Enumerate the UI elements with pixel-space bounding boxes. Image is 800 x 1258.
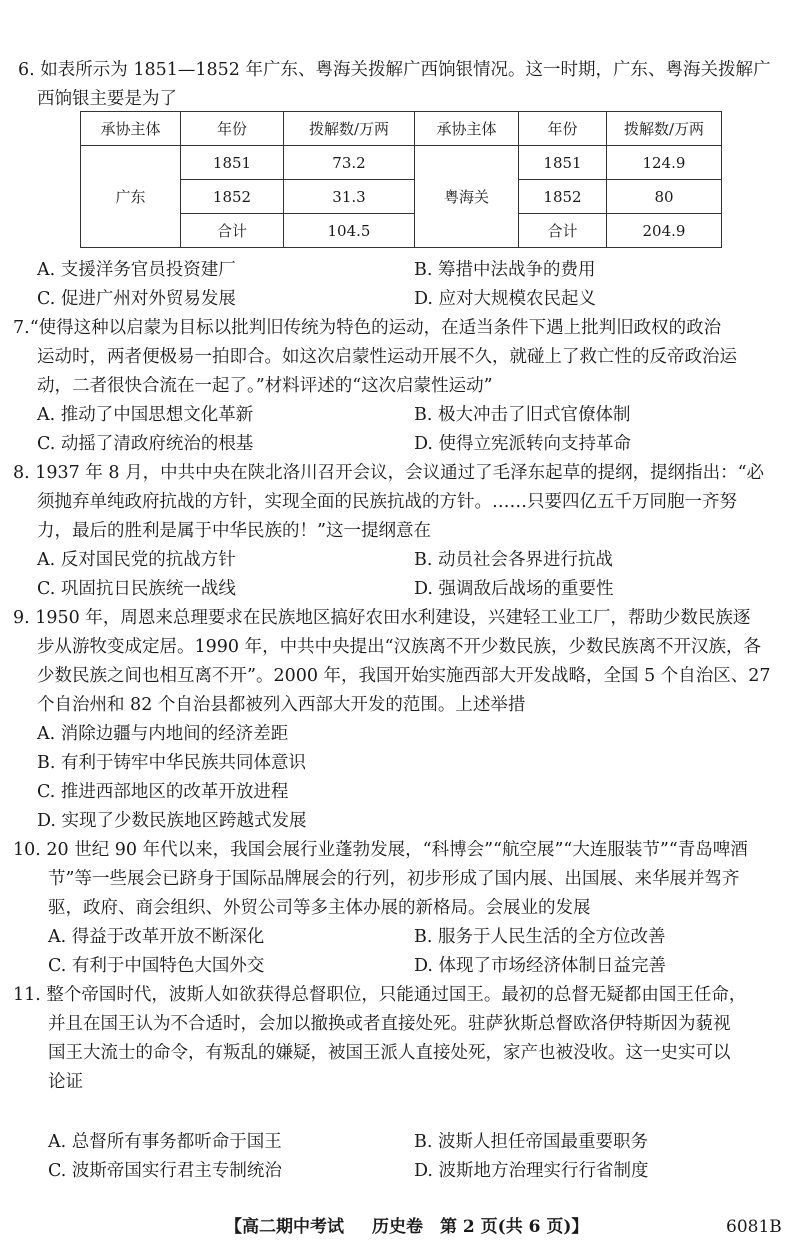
table-cell: 1851 (181, 146, 284, 180)
q6-option-b: B. 筹措中法战争的费用 (414, 260, 596, 280)
q10-option-d: D. 体现了市场经济体制日益完善 (414, 956, 667, 976)
q7-option-a: A. 推动了中国思想文化革新 (37, 405, 254, 425)
q9-stem-line: 少数民族之间也相互离不开”。2000 年，我国开始实施西部大开发战略，全国 5 个自治区、27 (37, 666, 771, 686)
q10-stem-line: 10. 20 世纪 90 年代以来，我国会展行业蓬勃发展，“科博会”“航空展”“大连服装节”“青岛啤酒 (13, 840, 748, 860)
table-header-cell: 拨解数/万两 (607, 112, 722, 146)
q11-stem-line: 11. 整个帝国时代，波斯人如欲获得总督职位，只能通过国王。最初的总督无疑都由国王任命， (13, 985, 747, 1005)
q7-stem-line: 7.“使得这种以启蒙为目标以批判旧传统为特色的运动，在适当条件下遇上批判旧政权的政治 (13, 318, 722, 338)
table-cell: 124.9 (607, 146, 722, 180)
q10-option-c: C. 有利于中国特色大国外交 (48, 956, 265, 976)
table-cell: 1851 (519, 146, 607, 180)
table-cell: 31.3 (284, 180, 415, 214)
q9-option-a: A. 消除边疆与内地间的经济差距 (37, 724, 289, 744)
q9-stem-line: 步从游牧变成定居。1990 年，中共中央提出“汉族离不开少数民族，少数民族离不开汉族，各 (37, 637, 762, 657)
q8-option-d: D. 强调敌后战场的重要性 (414, 579, 614, 599)
q7-option-d: D. 使得立宪派转向支持革命 (414, 434, 632, 454)
q10-stem-line: 节”等一些展会已跻身于国际品牌展会的行列，初步形成了国内展、出国展、来华展并驾齐 (48, 869, 740, 889)
table-cell: 80 (607, 180, 722, 214)
footer-subject: 历史卷 (372, 1217, 423, 1237)
table-cell: 合计 (181, 214, 284, 248)
footer-paper-code: 6081B (726, 1217, 782, 1237)
table-header-cell: 承协主体 (415, 112, 519, 146)
table-header-cell: 年份 (181, 112, 284, 146)
table-header-cell: 承协主体 (81, 112, 181, 146)
q9-option-d: D. 实现了少数民族地区跨越式发展 (37, 811, 307, 831)
table-header-cell: 拨解数/万两 (284, 112, 415, 146)
q6-data-table (80, 111, 722, 248)
table-cell: 1852 (519, 180, 607, 214)
table-cell: 73.2 (284, 146, 415, 180)
footer-exam-name: 【高二期中考试 (225, 1217, 344, 1237)
table-cell: 合计 (519, 214, 607, 248)
entity-guangdong: 广东 (81, 146, 181, 248)
q8-option-b: B. 动员社会各界进行抗战 (414, 550, 613, 570)
q11-option-d: D. 波斯地方治理实行行省制度 (414, 1161, 649, 1181)
q8-stem-line: 力，最后的胜利是属于中华民族的！”这一提纲意在 (37, 521, 431, 541)
q11-stem-line: 并且在国王认为不合适时，会加以撤换或者直接处死。驻萨狄斯总督欧洛伊特斯因为藐视 (48, 1014, 731, 1034)
q8-option-c: C. 巩固抗日民族统一战线 (37, 579, 236, 599)
q11-option-a: A. 总督所有事务都听命于国王 (48, 1132, 282, 1152)
q9-option-b: B. 有利于铸牢中华民族共同体意识 (37, 753, 306, 773)
q10-option-b: B. 服务于人民生活的全方位改善 (414, 927, 666, 947)
q7-stem-line: 动，二者很快合流在一起了。”材料评述的“这次启蒙性运动” (37, 376, 493, 396)
table-cell: 104.5 (284, 214, 415, 248)
q7-stem-line: 运动时，两者便极易一拍即合。如这次启蒙性运动开展不久，就碰上了救亡性的反帝政治运 (37, 347, 737, 367)
q6-option-c: C. 促进广州对外贸易发展 (37, 289, 236, 309)
q8-stem-line: 8. 1937 年 8 月，中共中央在陕北洛川召开会议，会议通过了毛泽东起草的提纲，提纲指出：“必 (13, 463, 765, 483)
q9-option-c: C. 推进西部地区的改革开放进程 (37, 782, 289, 802)
q11-option-c: C. 波斯帝国实行君主专制统治 (48, 1161, 282, 1181)
q6-option-a: A. 支援洋务官员投资建厂 (37, 260, 236, 280)
q9-stem-line: 个自治州和 82 个自治县都被列入西部大开发的范围。上述举措 (37, 695, 526, 715)
q7-option-c: C. 动摇了清政府统治的根基 (37, 434, 254, 454)
q11-stem-line: 论证 (48, 1072, 83, 1092)
q11-option-b: B. 波斯人担任帝国最重要职务 (414, 1132, 648, 1152)
q8-option-a: A. 反对国民党的抗战方针 (37, 550, 236, 570)
table-header-cell: 年份 (519, 112, 607, 146)
table-cell: 1852 (181, 180, 284, 214)
q8-stem-line: 须抛弃单纯政府抗战的方针，实现全面的民族抗战的方针。……只要四亿五千万同胞一齐努 (37, 492, 737, 512)
q9-stem-line: 9. 1950 年，周恩来总理要求在民族地区搞好农田水利建设，兴建轻工业工厂，帮助少数民族逐 (13, 608, 751, 628)
table-cell: 204.9 (607, 214, 722, 248)
q10-option-a: A. 得益于改革开放不断深化 (48, 927, 265, 947)
table-header-row (81, 112, 722, 146)
q6-stem-line-2: 西饷银主要是为了 (37, 89, 177, 109)
q7-option-b: B. 极大冲击了旧式官僚体制 (414, 405, 631, 425)
q6-option-d: D. 应对大规模农民起义 (414, 289, 597, 309)
footer-page-number: 第 2 页(共 6 页)】 (440, 1217, 589, 1237)
q11-stem-line: 国王大流士的命令，有叛乱的嫌疑，被国王派人直接处死，家产也被没收。这一史实可以 (48, 1043, 731, 1063)
q6-stem-line-1: 6. 如表所示为 1851—1852 年广东、粤海关拨解广西饷银情况。这一时期，广东、粤海关拨解广 (18, 60, 771, 80)
table-row (81, 146, 722, 180)
q10-stem-line: 驱，政府、商会组织、外贸公司等多主体办展的新格局。会展业的发展 (48, 898, 591, 918)
entity-yuehaiguan: 粤海关 (415, 146, 519, 248)
